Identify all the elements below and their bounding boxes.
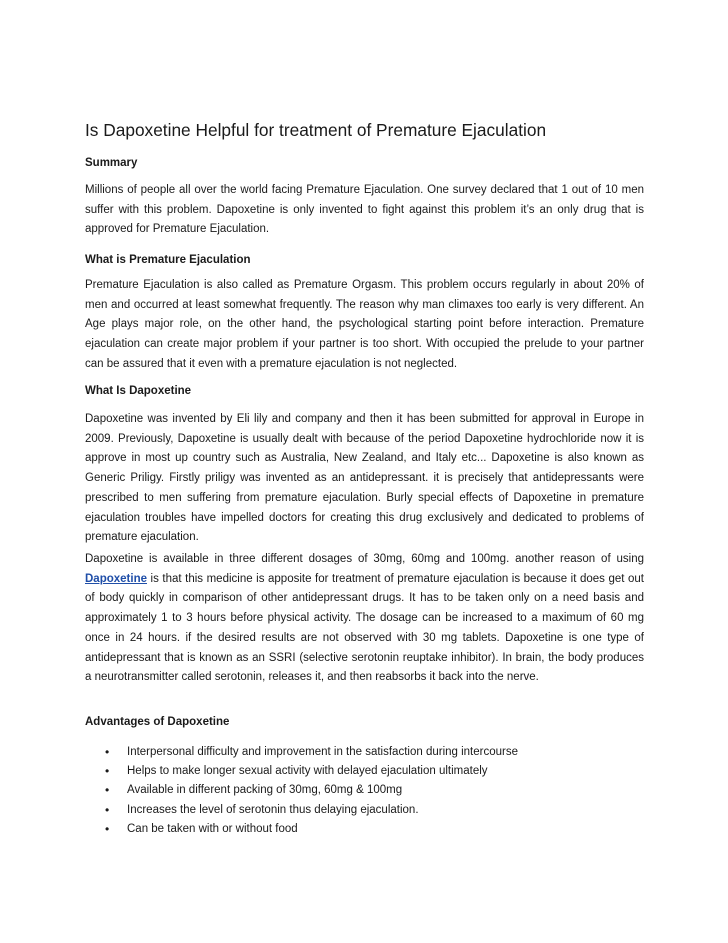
bullet-icon: • (105, 802, 110, 817)
what-is-dapoxetine-heading: What Is Dapoxetine (85, 385, 192, 397)
list-item-text: Increases the level of serotonin thus delaying ejaculation. (127, 803, 419, 816)
dapoxetine-paragraph-2 (85, 550, 644, 688)
list-item-text: Helps to make longer sexual activity with delayed ejaculation ultimately (127, 765, 488, 778)
list-item-text: Interpersonal difficulty and improvement in the satisfaction during intercourse (127, 746, 518, 758)
bullet-icon: • (105, 764, 110, 779)
list-item (85, 820, 644, 839)
advantages-list (85, 743, 644, 839)
paragraph-text-before-link: Dapoxetine is available in three different dosages of 30mg, 60mg and 100mg. another reason of using (85, 553, 644, 565)
what-is-pe-paragraph: Premature Ejaculation is also called as Premature Orgasm. This problem occurs regularly in about 20% of men and occurred at least somewhat frequently. The reason why man climaxes too early is very different. An Age plays major role, on the other hand, the psychological starting point before interaction. Premature ejaculation can create major problem if your partner is too short. With occupied the prelude to your partner can be assured that it even with a premature ejaculation is not neglected. (85, 279, 644, 370)
what-is-pe-heading: What is Premature Ejaculation (85, 254, 251, 266)
dapoxetine-paragraph-1: Dapoxetine was invented by Eli lily and company and then it has been submitted for approval in Europe in 2009. Previously, Dapoxetine is usually dealt with because of the period Dapoxetine hydrochloride now it is approve in most up country such as Australia, New Zealand, and Italy etc... Dapoxetine is also known as Generic Priligy. Firstly priligy was invented as an antidepressant. it is precisely that antidepressants were prescribed to men suffering from premature ejaculation. Burly special effects of Dapoxetine in premature ejaculation troubles have impelled doctors for creating this drug exclusively and dedicated to problems of premature ejaculation. (85, 413, 644, 544)
bullet-icon: • (105, 821, 110, 836)
bullet-icon: • (105, 745, 110, 759)
bullet-icon: • (105, 783, 110, 798)
paragraph-text-after-link: is that this medicine is apposite for treatment of premature ejaculation is because it does get out of body quickly in comparison of other antidepressant drugs. It has to be taken only on a need basis and approximately 1 to 3 hours before physical activity. The dosage can be increased to a maximum of 60 mg once in 24 hours. if the desired results are not observed with 30 mg tablets. Dapoxetine is one type of antidepressant that is known as an SSRI (selective serotonin reuptake inhibitor). In brain, the body produces a neurotransmitter called serotonin, releases it, and then reabsorbs it back into the nerve. (85, 572, 644, 684)
summary-paragraph: Millions of people all over the world facing Premature Ejaculation. One survey declared that 1 out of 10 men suffer with this problem. Dapoxetine is only invented to fight against this problem it’s an only drug that is approved for Premature Ejaculation. (85, 184, 644, 236)
list-item-text: Available in different packing of 30mg, 60mg & 100mg (127, 784, 403, 797)
advantages-heading: Advantages of Dapoxetine (85, 716, 230, 728)
dapoxetine-link[interactable]: Dapoxetine (85, 572, 147, 585)
summary-heading: Summary (85, 157, 138, 169)
document-title: Is Dapoxetine Helpful for treatment of Premature Ejaculation (85, 120, 547, 140)
list-item (85, 801, 644, 820)
list-item (85, 743, 644, 762)
list-item (85, 781, 644, 800)
list-item-text: Can be taken with or without food (127, 822, 298, 835)
list-item (85, 762, 644, 781)
